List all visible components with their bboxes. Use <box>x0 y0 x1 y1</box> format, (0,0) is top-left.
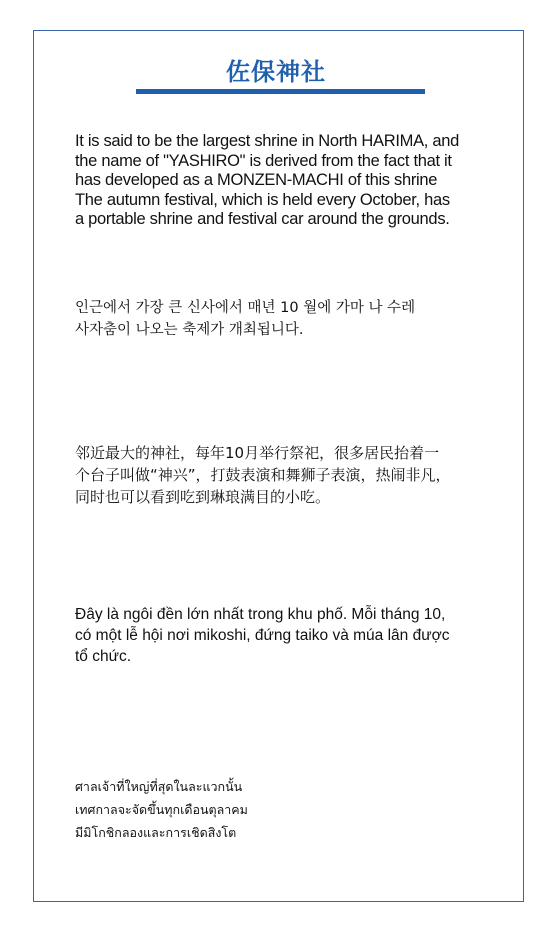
thai-line: ศาลเจ้าที่ใหญ่ที่สุดในละแวกนั้น <box>75 779 243 794</box>
english-line: The autumn festival, which is held every October, has <box>75 190 450 209</box>
english-line: It is said to be the largest shrine in North HARIMA, and <box>75 132 459 150</box>
english-line: a portable shrine and festival car around the grounds. <box>75 210 450 228</box>
chinese-line: 个台子叫做“神兴”，打鼓表演和舞狮子表演，热闹非凡， <box>75 466 451 484</box>
english-line: the name of "YASHIRO" is derived from the fact that it <box>75 151 452 170</box>
thai-line: มีมิโกชิกลองและการเชิดสิงโต <box>75 825 237 840</box>
thai-line: เทศกาลจะจัดขึ้นทุกเดือนตุลาคม <box>75 802 248 817</box>
chinese-line: 同时也可以看到吃到琳琅满目的小吃。 <box>75 488 331 506</box>
chinese-description <box>75 442 451 508</box>
title-underline <box>136 89 425 94</box>
page-title: 佐保神社 <box>226 58 326 86</box>
english-line: has developed as a MONZEN-MACHI of this shrine <box>75 171 438 189</box>
chinese-line: 邻近最大的神社，每年10月举行祭祀，很多居民抬着一 <box>75 444 440 462</box>
vietnamese-line: có một lễ hội nơi mikoshi, đứng taiko và múa lân được <box>75 627 450 644</box>
thai-description <box>75 775 248 844</box>
vietnamese-line: Đây là ngôi đền lớn nhất trong khu phố. Mỗi tháng 10, <box>75 606 446 623</box>
english-description <box>75 132 459 230</box>
korean-description <box>75 297 415 341</box>
korean-line: 사자춤이 나오는 축제가 개최됩니다. <box>75 322 304 338</box>
korean-line: 인근에서 가장 큰 신사에서 매년 10 월에 가마 나 수레 <box>75 300 416 316</box>
vietnamese-line: tổ chức. <box>75 648 132 665</box>
vietnamese-description <box>75 604 450 667</box>
